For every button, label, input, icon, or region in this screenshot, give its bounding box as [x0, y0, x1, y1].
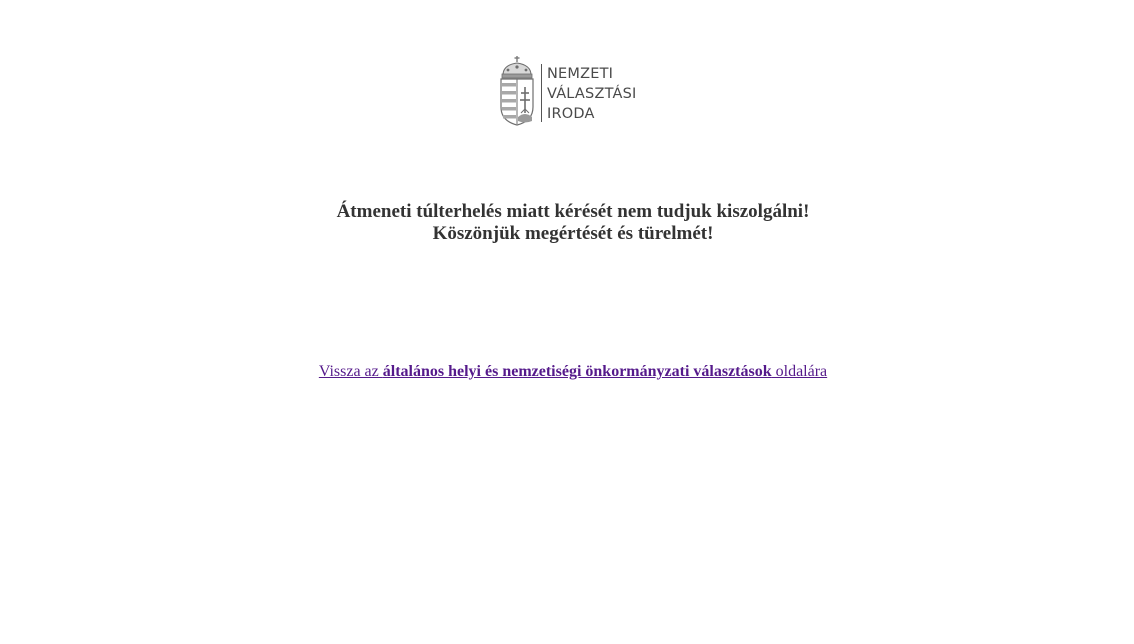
logo-line-1: NEMZETI: [547, 66, 614, 82]
back-link-suffix: oldalára: [771, 363, 828, 380]
message-line-2: Köszönjük megértését és türelmét!: [432, 223, 714, 244]
back-link-container: [0, 362, 1134, 382]
logo-divider: [541, 64, 542, 122]
logo-line-3: IRODA: [547, 106, 595, 122]
back-to-election-page-link[interactable]: [319, 363, 827, 380]
back-link-emphasis: általános helyi és nemzetiségi önkormányzati választások: [382, 363, 772, 380]
nvi-logo: [499, 55, 637, 127]
message-line-1: Átmeneti túlterhelés miatt kérését nem tudjuk kiszolgálni!: [336, 201, 810, 222]
back-link-prefix: Vissza az: [318, 363, 383, 380]
coat-of-arms-icon: [499, 55, 535, 127]
logo-wordmark: [547, 64, 637, 124]
logo-line-2: VÁLASZTÁSI: [547, 86, 637, 102]
overload-message: [0, 201, 1134, 245]
